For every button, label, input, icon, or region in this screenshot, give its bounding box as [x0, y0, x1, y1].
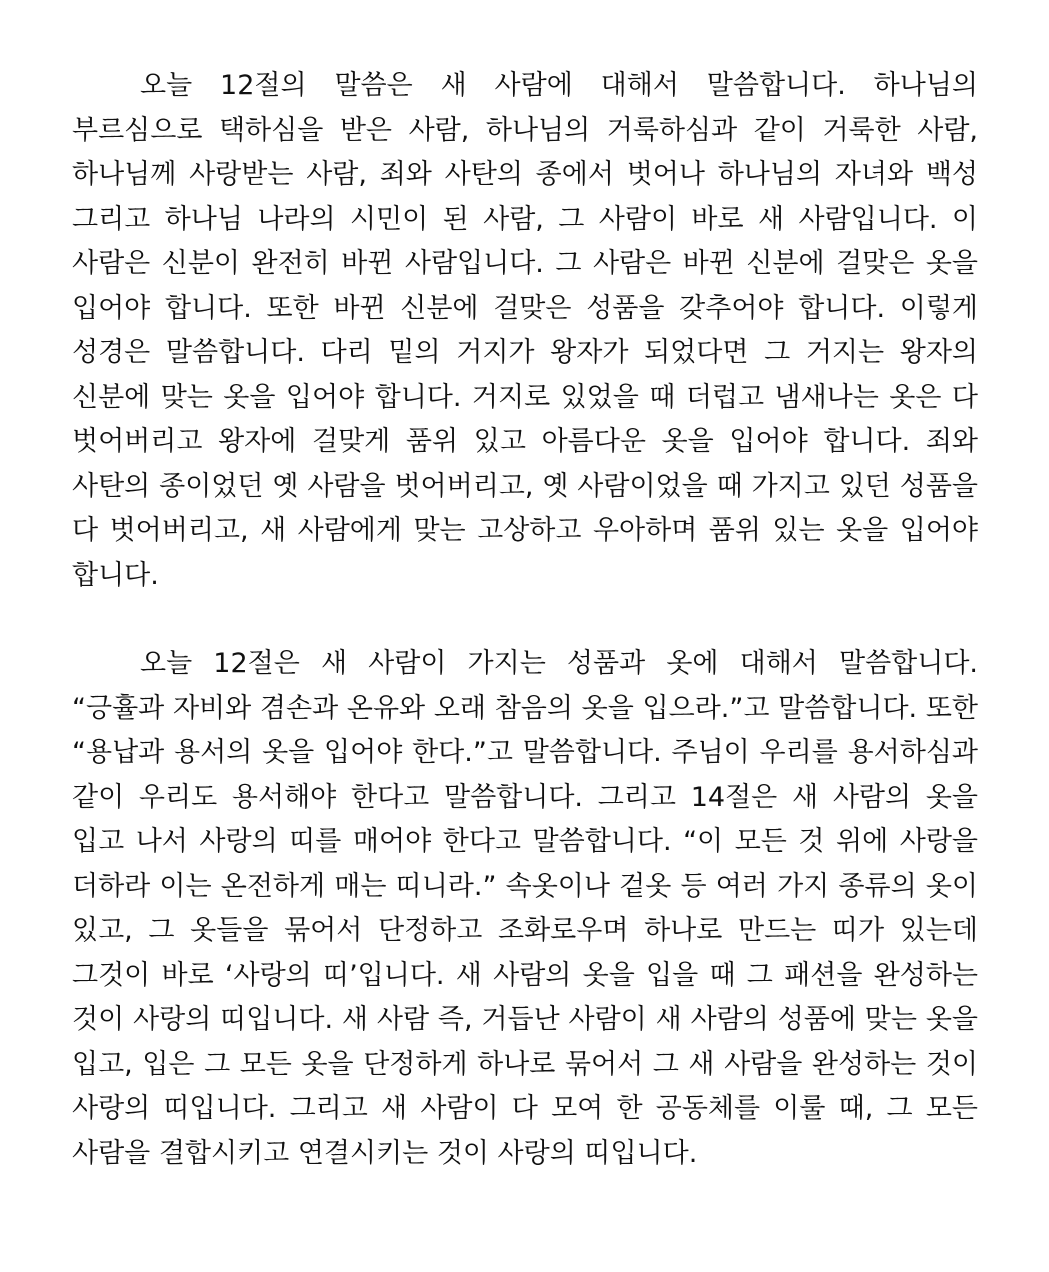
document-page [72, 64, 978, 1176]
paragraph-new-person: 오늘 12절의 말씀은 새 사람에 대해서 말씀합니다. 하나님의 부르심으로 택하심을 받은 사람, 하나님의 거룩하심과 같이 거룩한 사람, 하나님께 사랑받는 사람, 죄와 사탄의 종에서 벗어나 하나님의 자녀와 백성 그리고 하나님 나라의 시민이 된 사람, 그 사람이 바로 새 사람입니다. 이 사람은 신분이 완전히 바뀐 사람입니다. 그 사람은 바뀐 신분에 걸맞은 옷을 입어야 합니다. 또한 바뀐 신분에 걸맞은 성품을 갖추어야 합니다. 이렇게 성경은 말씀합니다. 다리 밑의 거지가 왕자가 되었다면 그 거지는 왕자의 신분에 맞는 옷을 입어야 합니다. 거지로 있었을 때 더럽고 냄새나는 옷은 다 벗어버리고 왕자에 걸맞게 품위 있고 아름다운 옷을 입어야 합니다. 죄와 사탄의 종이었던 옛 사람을 벗어버리고, 옛 사람이었을 때 가지고 있던 성품을 다 벗어버리고, 새 사람에게 맞는 고상하고 우아하며 품위 있는 옷을 입어야 합니다. [72, 70, 978, 591]
paragraph-belt-of-love: 오늘 12절은 새 사람이 가지는 성품과 옷에 대해서 말씀합니다. “긍휼과 자비와 겸손과 온유와 오래 참음의 옷을 입으라.”고 말씀합니다. 또한 “용납과 용서의 옷을 입어야 한다.”고 말씀합니다. 주님이 우리를 용서하심과 같이 우리도 용서해야 한다고 말씀합니다. 그리고 14절은 새 사람의 옷을 입고 나서 사랑의 띠를 매어야 한다고 말씀합니다. “이 모든 것 위에 사랑을 더하라 이는 온전하게 매는 띠니라.” 속옷이나 겉옷 등 여러 가지 종류의 옷이 있고, 그 옷들을 묶어서 단정하고 조화로우며 하나로 만드는 띠가 있는데 그것이 바로 ‘사랑의 띠’입니다. 새 사람의 옷을 입을 때 그 패션을 완성하는 것이 사랑의 띠입니다. 새 사람 즉, 거듭난 사람이 새 사람의 성품에 맞는 옷을 입고, 입은 그 모든 옷을 단정하게 하나로 묶어서 그 새 사람을 완성하는 것이 사랑의 띠입니다. 그리고 새 사람이 다 모여 한 공동체를 이룰 때, 그 모든 사람을 결합시키고 연결시키는 것이 사랑의 띠입니다. [72, 648, 978, 1169]
